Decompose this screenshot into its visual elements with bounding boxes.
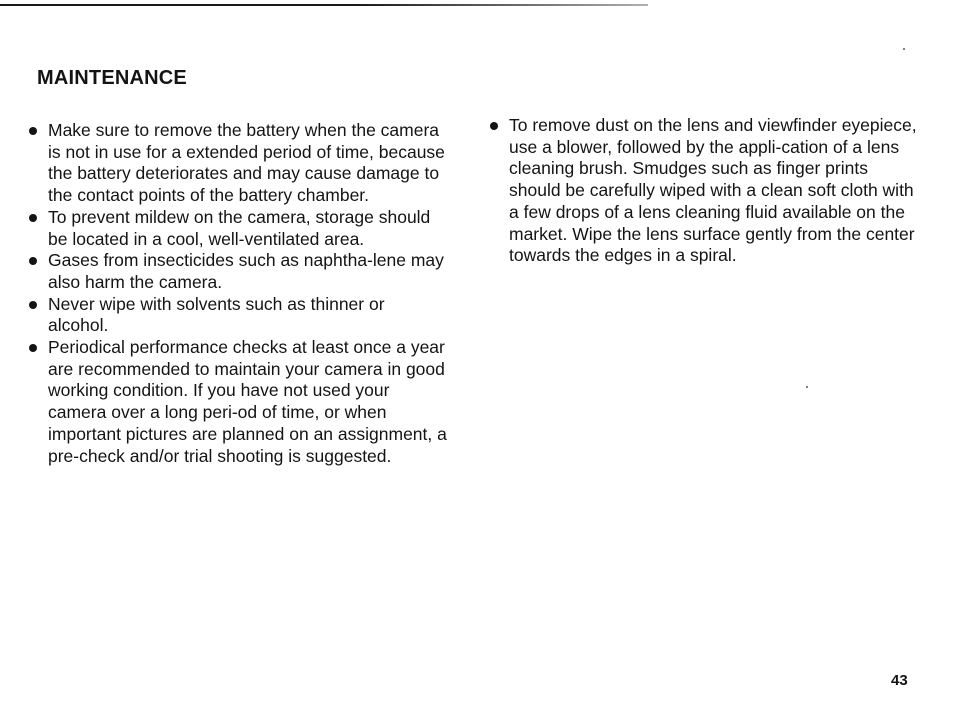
list-item-text: To prevent mildew on the camera, storage should be located in a cool, well-ventilated area.: [48, 206, 431, 249]
bullet-icon: [29, 127, 37, 135]
list-item-text: Gases from insecticides such as naphtha-lene may also harm the camera.: [48, 250, 444, 292]
list-item: [28, 337, 448, 467]
list-item: [489, 115, 921, 267]
left-column-list: [28, 120, 448, 467]
top-rule: [0, 4, 648, 6]
bullet-icon: [29, 301, 37, 309]
scan-speck: [903, 48, 905, 50]
page-title: MAINTENANCE: [37, 67, 187, 89]
list-item: [28, 207, 448, 250]
list-item: [28, 120, 448, 207]
list-item-text: To remove dust on the lens and viewfinder eyepiece, use a blower, followed by the appli-cation of a lens cleaning brush. Smudges such as finger prints should be carefully wiped with a clean soft cloth with a few drops of a lens cleaning fluid available on the market. Wipe the lens surface gently from the center towards the edges in a spiral.: [509, 115, 917, 266]
list-item-text: Periodical performance checks at least once a year are recommended to maintain your camera in good working condition. If you have not used your camera over a long peri-od of time, or when important pictures are planned on an assignment, a pre-check and/or trial shooting is suggested.: [48, 337, 447, 466]
right-column-list: [489, 115, 921, 267]
list-item: [28, 294, 448, 337]
bullet-icon: [29, 257, 37, 265]
bullet-icon: [29, 344, 37, 352]
bullet-icon: [490, 122, 498, 130]
list-item-text: Make sure to remove the battery when the camera is not in use for a extended period of time, because the battery deteriorates and may cause damage to the contact points of the battery chamber.: [48, 120, 445, 206]
list-item-text: Never wipe with solvents such as thinner or alcohol.: [48, 293, 385, 336]
list-item: [28, 250, 448, 293]
bullet-icon: [29, 214, 37, 222]
scan-speck: [806, 386, 808, 388]
page-number: 43: [891, 672, 908, 689]
